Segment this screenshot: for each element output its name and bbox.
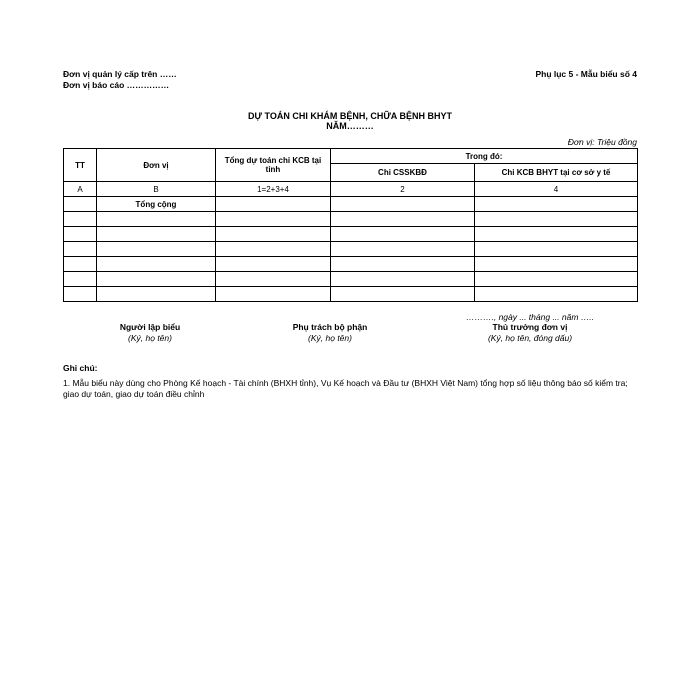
table-cell[interactable] [475,272,638,287]
appendix-label: Phụ lục 5 - Mẫu biểu số 4 [535,69,637,79]
code-cell: 1=2+3+4 [216,182,331,197]
table-cell[interactable] [64,257,97,272]
code-cell: B [97,182,216,197]
preparer-title: Người lập biểu [119,322,181,332]
table-cell[interactable] [64,242,97,257]
table-cell[interactable] [331,287,475,302]
table-cell[interactable] [475,287,638,302]
table-cell[interactable] [97,242,216,257]
table-cell[interactable] [331,272,475,287]
table-cell[interactable] [216,227,331,242]
code-cell: 2 [331,182,475,197]
table-cell[interactable] [475,197,638,212]
table-cell[interactable] [64,227,97,242]
date-line: ………., ngày ... tháng ... năm ….. [465,312,595,322]
header-chi-kcb: Chi KCB BHYT tại cơ sở y tế [475,164,638,182]
table-cell[interactable] [64,287,97,302]
table-row [64,212,638,227]
preparer-note: (Ký, họ tên) [128,333,172,343]
table-cell[interactable] [216,257,331,272]
table-cell[interactable] [97,227,216,242]
dept-note: (Ký, họ tên) [308,333,352,343]
document-year: NĂM……… [326,121,374,131]
dept-signature [270,322,390,344]
table-cell[interactable] [216,287,331,302]
table-row [64,287,638,302]
total-label: Tổng cộng [97,197,216,212]
code-row [64,182,638,197]
notes-title: Ghi chú: [63,363,98,373]
table-row [64,272,638,287]
table-cell[interactable] [331,212,475,227]
table-cell[interactable] [97,212,216,227]
header-chi-csskbd: Chi CSSKBĐ [331,164,475,182]
table-cell[interactable] [97,287,216,302]
table-row [64,227,638,242]
table-cell[interactable] [97,272,216,287]
table-cell[interactable] [216,197,331,212]
table-cell[interactable] [475,242,638,257]
table-header-row [64,149,638,164]
header-tt: TT [64,149,97,182]
head-note: (Ký, họ tên, đóng dấu) [487,333,573,343]
table-row [64,242,638,257]
code-cell: A [64,182,97,197]
code-cell: 4 [475,182,638,197]
superior-unit-line: Đơn vị quản lý cấp trên …… [63,69,177,79]
preparer-signature [90,322,210,344]
table-row [64,257,638,272]
note-item-1: 1. Mẫu biểu này dùng cho Phòng Kế hoạch - Tài chính (BHXH tỉnh), Vụ Kế hoạch và Đầu tư (BHXH Việt Nam) tổng hợp số liệu thông báo số kiểm tra; giao dự toán, giao dự toán điều chỉnh [63,378,628,399]
table-cell[interactable] [97,257,216,272]
table-cell[interactable] [475,227,638,242]
table-cell[interactable] [331,197,475,212]
dept-title: Phụ trách bộ phận [292,322,368,332]
table-cell[interactable] [331,257,475,272]
reporting-unit-line: Đơn vị báo cáo …………… [63,80,170,90]
table-cell[interactable] [216,242,331,257]
unit-label: Đơn vị: Triệu đồng [567,137,637,147]
total-row [64,197,638,212]
document-title: DỰ TOÁN CHI KHÁM BỆNH, CHỮA BỆNH BHYT [248,111,452,121]
table-cell[interactable] [216,212,331,227]
table-cell[interactable] [475,257,638,272]
table-cell[interactable] [216,272,331,287]
table-cell[interactable] [331,227,475,242]
budget-table [63,148,638,302]
table-cell[interactable] [64,272,97,287]
table-cell[interactable] [475,212,638,227]
table-cell[interactable] [331,242,475,257]
header-don-vi: Đơn vị [97,149,216,182]
head-signature [460,322,600,344]
table-cell[interactable] [64,197,97,212]
header-trong-do: Trong đó: [331,149,638,164]
table-cell[interactable] [64,212,97,227]
header-tong-du-toan: Tổng dự toán chi KCB tại tỉnh [216,149,331,182]
head-title: Thủ trưởng đơn vị [492,322,568,332]
